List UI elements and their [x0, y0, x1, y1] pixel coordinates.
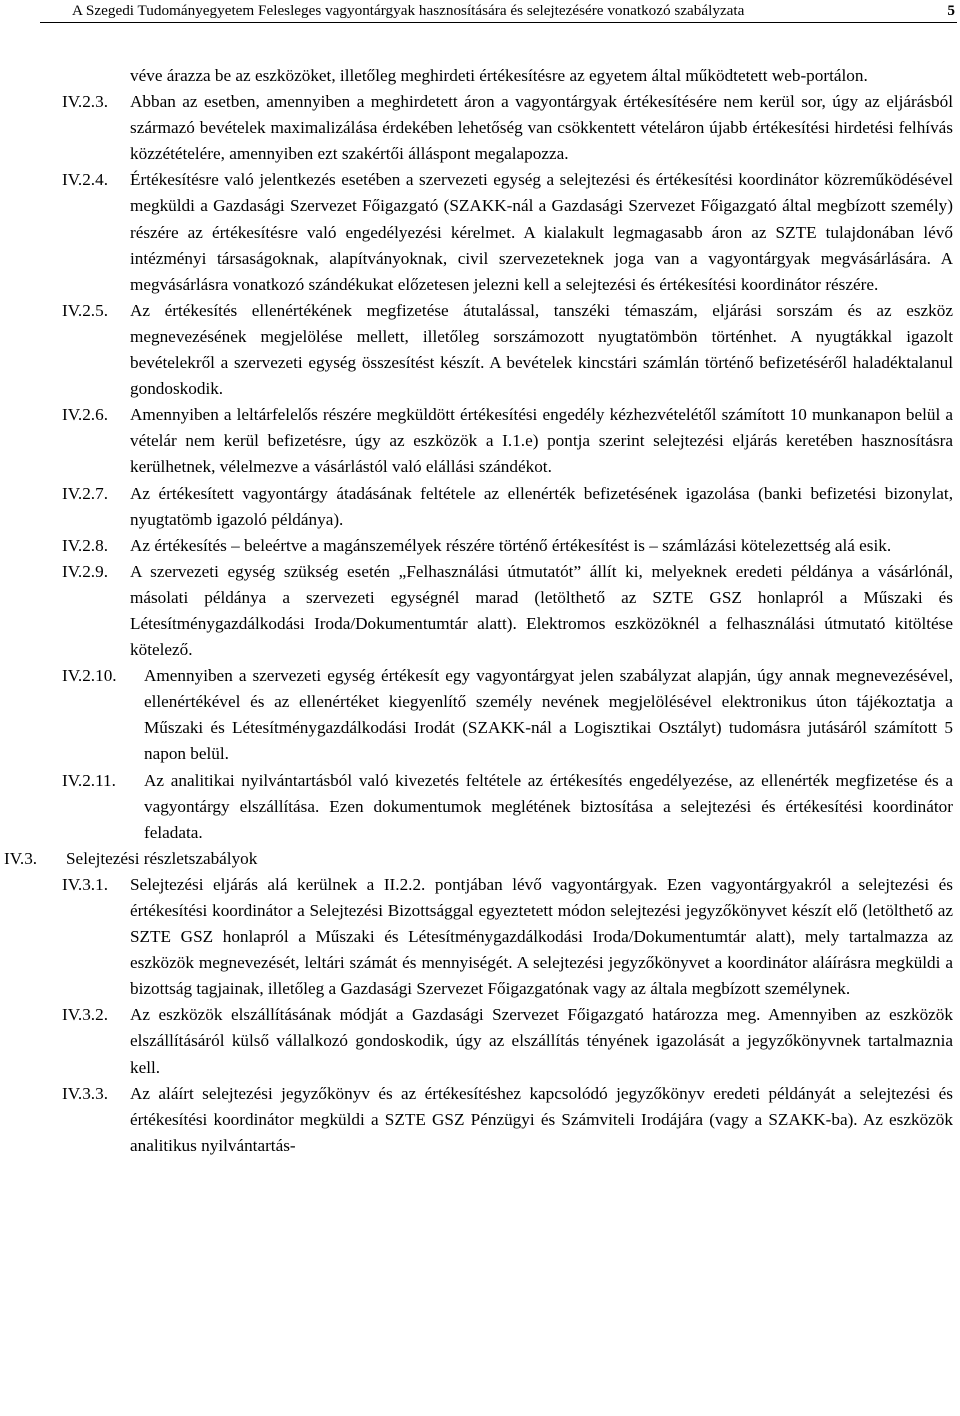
item-text: Amennyiben a leltárfelelős részére megküldött értékesítési engedély kézhezvételétől számított 10 munkanapon belül a vételár nem kerül befizetésre, úgy az eszközök a I.1.e) pontja szerint selejtezési eljárás keretében hasznosításra kerülhetnek, vélelmezve a vásárlástól való elállási szándékot.	[130, 405, 953, 477]
item-text: Amennyiben a szervezeti egység értékesít egy vagyontárgyat jelen szabályzat alapján, úgy annak megnevezésével, ellenértékével és az ellenértéket kiegyenlítő személy nevének megjelölésével elektronikus úton tájékoztatja a Műszaki és Létesítménygazdálkodási Irodát (SZAKK-nál a Logisztikai Osztályt) tudomásra jutásáról számított 5 napon belül.	[144, 666, 953, 764]
item-text: A szervezeti egység szükség esetén „Felhasználási útmutatót” állít ki, melyeknek eredeti példánya a vásárlónál, másolati példánya a szervezeti egységnél marad (letölthető az SZTE GSZ honlapról a Műszaki és Létesítménygazdálkodási Iroda/Dokumentumtár alatt). Elektromos eszközöknél a felhasználási útmutató kitöltése kötelező.	[130, 561, 953, 660]
page-body	[0, 63, 960, 1159]
list-item	[0, 768, 960, 846]
item-text: Az aláírt selejtezési jegyzőkönyv és az értékesítéshez kapcsolódó jegyzőkönyv eredeti példányát a selejtezési és értékesítési koordinátor megküldi a SZTE GSZ Pénzügyi és Számviteli Irodájára (vagy a SZAKK-ba). Az eszközök analitikus nyilvántartás-	[130, 1083, 953, 1155]
section-heading	[0, 846, 960, 872]
item-number: IV.2.10.	[62, 666, 117, 686]
item-number: IV.2.4.	[62, 170, 108, 190]
list-item	[0, 1081, 960, 1159]
item-text: Az értékesített vagyontárgy átadásának feltétele az ellenérték befizetésének igazolása (banki befizetési bizonylat, nyugtatömb igazoló példánya).	[130, 483, 953, 529]
item-text: Az analitikai nyilvántartásból való kivezetés feltétele az értékesítés engedélyezése, az ellenérték megfizetése és a vagyontárgy elszállítása. Ezen dokumentumok meglétének biztosítása a selejtezési és értékesítési koordinátor feladata.	[144, 770, 953, 842]
list-item	[0, 298, 960, 402]
section-title: Selejtezési részletszabályok	[66, 848, 258, 868]
items-list-b	[0, 663, 960, 846]
list-item	[0, 663, 960, 767]
section-number: IV.3.	[4, 848, 38, 868]
list-item	[0, 89, 960, 167]
page-header	[40, 0, 957, 23]
item-number: IV.3.3.	[62, 1083, 108, 1103]
list-item	[0, 533, 960, 559]
item-text: Az értékesítés ellenértékének megfizetése átutalással, tanszéki témaszám, eljárási sorszám és az eszköz megnevezésének megjelölése mellett, illetőleg sorszámozott nyugtatömbön történhet. A nyugtákkal igazolt bevételekről a szervezeti egység összesítést készít. A bevételek kincstári számlán történő befizetéséről haladéktalanul gondoskodik.	[130, 300, 953, 399]
list-item	[0, 872, 960, 1002]
list-item	[0, 559, 960, 663]
item-text: Az értékesítés – beleértve a magánszemélyek részére történő értékesítést is – számlázási kötelezettség alá esik.	[130, 535, 892, 555]
item-text: Értékesítésre való jelentkezés esetében a szervezeti egység a selejtezési és értékesítési koordinátor közreműködésével megküldi a Gazdasági Szervezet Főigazgató (SZAKK-nál a Gazdasági Szervezet Főigazgató által megbízott személy) részére az értékesítésre való engedélyezési kérelmet. A kialakult legmagasabb áron az SZTE tulajdonában lévő intézményi társaságoknak, alapítványoknak, civil szervezeteknek joga van a vagyontárgyak megvásárlására. A megvásárlásra vonatkozó szándékukat előzetesen jelezni kell a selejtezési és értékesítési koordinátor részére.	[130, 170, 953, 294]
list-item	[0, 481, 960, 533]
item-number: IV.2.7.	[62, 483, 108, 503]
item-text: Abban az esetben, amennyiben a meghirdetett áron a vagyontárgyak értékesítésére nem kerül sor, úgy az eljárásból származó bevételek maximalizálása érdekében lehetőség van csökkentett vételáron újabb értékesítési hirdetési felhívás közzétételére, amennyiben ezt szakértői álláspont megalapozza.	[130, 92, 953, 164]
item-number: IV.2.11.	[62, 770, 116, 790]
items-list-a	[0, 89, 960, 663]
list-item	[0, 402, 960, 480]
list-item	[0, 1002, 960, 1080]
items-list-c	[0, 872, 960, 1159]
item-number: IV.3.2.	[62, 1005, 108, 1025]
item-number: IV.2.6.	[62, 405, 108, 425]
item-number: IV.2.9.	[62, 561, 108, 581]
item-text: Az eszközök elszállításának módját a Gazdasági Szervezet Főigazgató határozza meg. Amennyiben az eszközök elszállításáról külső vállalkozó gondoskodik, úgy az elszállítás tényének igazolását a jegyzőkönyvnek tartalmaznia kell.	[130, 1005, 953, 1077]
list-item	[0, 167, 960, 297]
item-number: IV.2.5.	[62, 300, 108, 320]
page-number: 5	[947, 2, 955, 19]
header-title: A Szegedi Tudományegyetem Felesleges vagyontárgyak hasznosítására és selejtezésére vonatkozó szabályzata	[72, 2, 745, 19]
item-text: Selejtezési eljárás alá kerülnek a II.2.2. pontjában lévő vagyontárgyak. Ezen vagyontárgyakról a selejtezési és értékesítési koordinátor a Selejtezési Bizottsággal egyeztetett módon selejtezési jegyzőkönyvet készít elő (letölthető az SZTE GSZ honlapról a Műszaki és Létesítménygazdálkodási Iroda/Dokumentumtár alatt), mely tartalmazza az eszközök megnevezését, leltári számát és mennyiségét. A selejtezési jegyzőkönyvet a koordinátor aláírásra megküldi a bizottság tagjainak, illetőleg a Gazdasági Szervezet Főigazgatónak vagy az általa megbízott személynek.	[130, 874, 953, 999]
continuation-paragraph: véve árazza be az eszközöket, illetőleg meghirdeti értékesítésre az egyetem által működtetett web-portálon.	[130, 66, 868, 85]
item-number: IV.3.1.	[62, 874, 108, 894]
item-number: IV.2.8.	[62, 535, 108, 555]
item-number: IV.2.3.	[62, 92, 108, 112]
